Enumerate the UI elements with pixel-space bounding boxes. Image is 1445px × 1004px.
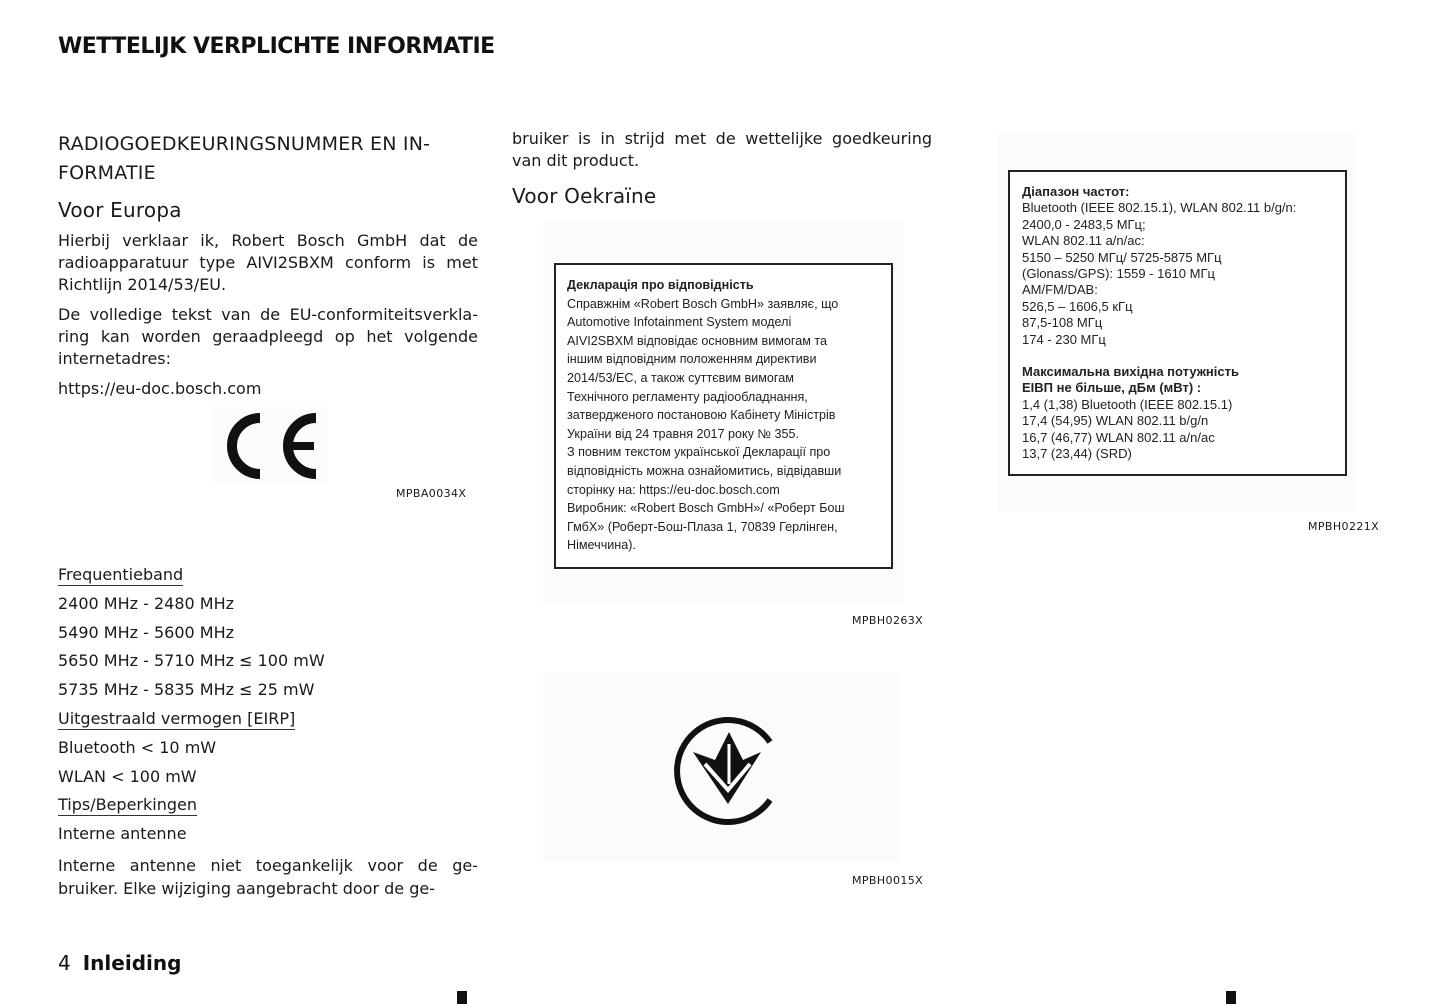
power-value-line: 1,4 (1,38) Bluetooth (IEEE 802.15.1)	[1022, 396, 1233, 412]
declaration-line: іншим відповідним положенням директиви	[567, 352, 817, 367]
declaration-line: Automotive Infotainment System моделі	[567, 315, 792, 330]
declaration-line: ГмбХ» (Роберт-Бош-Плаза 1, 70839 Герлінген,	[567, 519, 838, 534]
range-line: AM/FM/DAB:	[1022, 282, 1098, 298]
declaration-figure-code: MPBH0263X	[852, 614, 924, 627]
declaration-line: Виробник: «Robert Bosch GmbH»/ «Роберт Бош	[567, 501, 845, 516]
ukraine-subtitle: Voor Oekraïne	[512, 184, 657, 208]
page-footer	[58, 951, 181, 975]
declaration-line: відповідність можна ознайомитись, відвідавши	[567, 463, 842, 478]
power-value-line: 13,7 (23,44) (SRD)	[1022, 446, 1132, 462]
section-title-line2: FORMATIE	[58, 162, 156, 184]
europe-para-1: Hierbij verklaar ik, Robert Bosch GmbH dat de radioapparatuur type AIVI2SBXM conform is met Richtlijn 2014/53/EU.	[58, 231, 478, 294]
power-line: WLAN < 100 mW	[58, 766, 197, 786]
ce-mark-icon	[212, 402, 327, 484]
range-line: 174 - 230 МГц	[1022, 331, 1106, 347]
declaration-line: З повним текстом української Декларації про	[567, 445, 831, 460]
power-line: Bluetooth < 10 mW	[58, 737, 217, 757]
ce-mark-figure	[212, 402, 327, 484]
range-line: 526,5 – 1606,5 кГц	[1022, 298, 1133, 314]
cut-mark	[457, 991, 467, 1004]
range-line: 5150 – 5250 МГц/ 5725-5875 МГц	[1022, 249, 1222, 265]
power-title-line2: ЕІВП не більше, дБм (мВт) :	[1022, 380, 1202, 396]
declaration-line: сторінку на: https://eu-doc.bosch.com	[567, 482, 780, 497]
declaration-line: AIVI2SBXM відповідає основним вимогам та	[567, 333, 828, 348]
declaration-line: України від 24 травня 2017 року № 355.	[567, 426, 800, 441]
freq-line: 5650 MHz - 5710 MHz ≤ 100 mW	[58, 651, 325, 671]
tips-heading: Tips/Beperkingen	[58, 795, 197, 815]
ce-figure-code: MPBA0034X	[396, 487, 467, 500]
declaration-title: Декларація про відповідність	[567, 278, 754, 292]
ukraine-section	[512, 128, 932, 216]
power-title-line1: Максимальна вихідна потужність	[1022, 364, 1239, 380]
declaration-line: затвердженого постановою Кабінету Міністрів	[567, 408, 836, 423]
europe-subtitle: Voor Europa	[58, 198, 182, 222]
range-line: 87,5-108 МГц	[1022, 315, 1103, 331]
chapter-label: Inleiding	[82, 951, 182, 975]
declaration-box	[554, 263, 893, 569]
europe-para-2: De volledige tekst van de EU-conformiteitsverkla-ring kan worden geraadpleegd op het volgende internetadres:	[58, 305, 478, 368]
range-title: Діапазон частот:	[1022, 184, 1130, 199]
freq-table-box	[1008, 170, 1347, 476]
ukraine-mark-figure	[543, 672, 900, 862]
declaration-line: 2014/53/ЕС, а також суттєвим вимогам	[567, 370, 794, 385]
mark-figure-code: MPBH0015X	[852, 874, 924, 887]
declaration-line: Технічного регламенту радіообладнання,	[567, 389, 808, 404]
europe-section	[58, 130, 478, 400]
section-title-line1: RADIOGOEDKEURINGSNUMMER EN IN-	[58, 133, 431, 155]
range-line: Bluetooth (IEEE 802.15.1), WLAN 802.11 b/g/n:	[1022, 200, 1297, 216]
range-line: 2400,0 - 2483,5 МГц;	[1022, 216, 1146, 232]
tips-paragraph: Interne antenne niet toegankelijk voor de ge-bruiker. Elke wijziging aangebracht door de ge-	[58, 855, 478, 898]
page-heading: WETTELIJK VERPLICHTE INFORMATIE	[58, 34, 495, 59]
declaration-line: Німеччина).	[567, 538, 636, 553]
page-number: 4	[58, 951, 71, 975]
range-line: WLAN 802.11 a/n/ac:	[1022, 233, 1145, 249]
freq-line: 2400 MHz - 2480 MHz	[58, 593, 235, 613]
ukrsepro-mark-icon	[543, 672, 900, 862]
power-value-line: 16,7 (46,77) WLAN 802.11 a/n/ac	[1022, 429, 1215, 445]
freq-line: 5735 MHz - 5835 MHz ≤ 25 mW	[58, 680, 315, 700]
freq-line: 5490 MHz - 5600 MHz	[58, 622, 235, 642]
conformity-url: https://eu-doc.bosch.com	[58, 379, 262, 398]
range-line: (Glonass/GPS): 1559 - 1610 МГц	[1022, 266, 1215, 282]
spec-list	[58, 564, 478, 900]
power-value-line: 17,4 (54,95) WLAN 802.11 b/g/n	[1022, 413, 1209, 429]
power-heading: Uitgestraald vermogen [EIRP]	[58, 708, 296, 728]
freq-table-code: MPBH0221X	[1308, 520, 1380, 533]
frequency-heading: Frequentieband	[58, 565, 184, 584]
tips-line: Interne antenne	[58, 824, 187, 844]
cut-mark	[1226, 991, 1236, 1004]
declaration-line: Справжнім «Robert Bosch GmbH» заявляє, що	[567, 296, 839, 311]
continued-text: bruiker is in strijd met de wettelijke goedkeuring van dit product.	[512, 129, 932, 170]
